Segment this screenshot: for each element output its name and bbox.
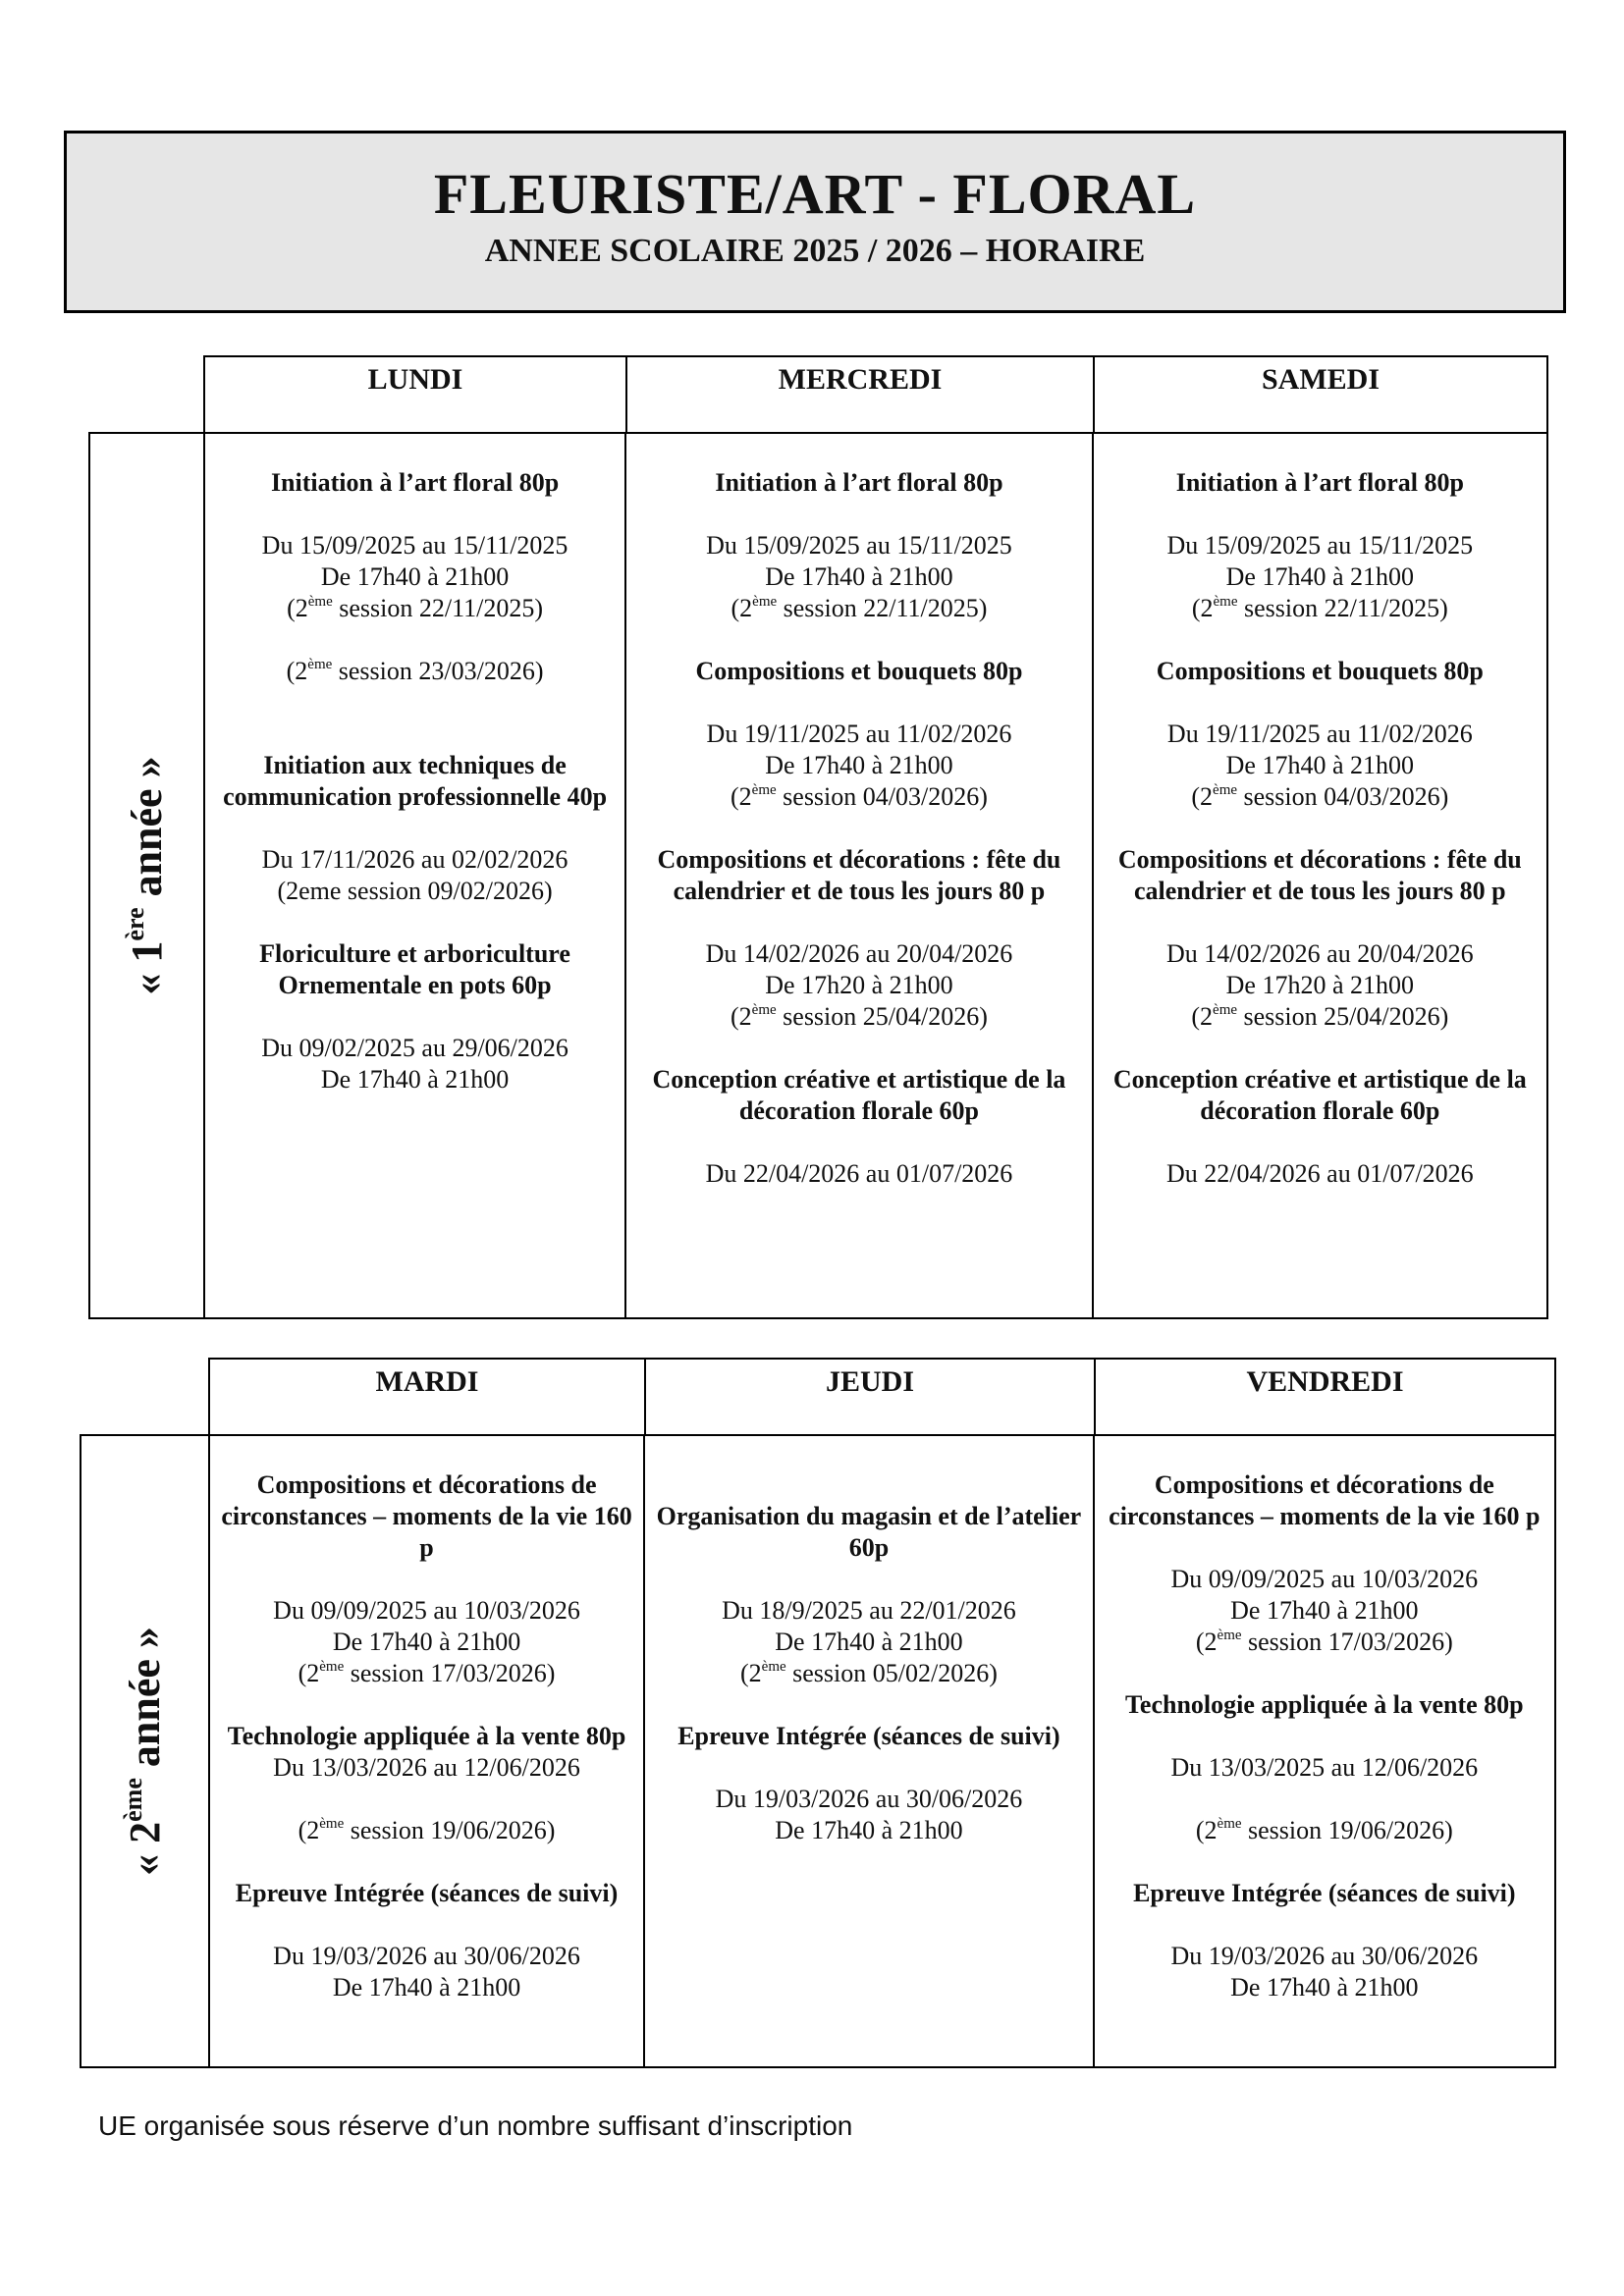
year2-header-row	[208, 1358, 1556, 1436]
course-session: (2eme session 09/02/2026)	[277, 877, 553, 905]
course-time: De 17h20 à 21h00	[1225, 971, 1414, 999]
course-title: Compositions et décorations de circonstances – moments de la vie 160 p	[221, 1470, 632, 1562]
course-time: De 17h40 à 21h00	[1225, 751, 1414, 779]
course-title: Epreuve Intégrée (séances de suivi)	[677, 1722, 1060, 1750]
course-dates: Du 18/9/2025 au 22/01/2026	[722, 1596, 1016, 1625]
course-time: De 17h40 à 21h00	[332, 1973, 521, 2002]
year1-schedule-row	[88, 432, 1548, 1319]
course-session: (2ème session 19/06/2026)	[298, 1816, 556, 1844]
course-title: Floriculture et arboriculture Ornementale en pots 60p	[259, 939, 570, 999]
course-dates: Du 13/03/2026 au 12/06/2026	[273, 1753, 580, 1782]
day-header-jeudi: JEUDI	[646, 1360, 1096, 1434]
title-box	[64, 131, 1566, 313]
course-dates: Du 22/04/2026 au 01/07/2026	[1165, 1159, 1474, 1188]
year2-mardi-cell	[210, 1436, 645, 2066]
course-title: Organisation du magasin et de l’atelier 60p	[656, 1502, 1082, 1562]
year1-lundi-cell	[205, 434, 626, 1317]
day-header-vendredi: VENDREDI	[1246, 1365, 1404, 1398]
year1-label-cell	[90, 434, 205, 1317]
page-title: FLEURISTE/ART - FLORAL	[433, 162, 1197, 226]
course-time: De 17h40 à 21h00	[775, 1816, 963, 1844]
course-session: (2ème session 17/03/2026)	[1195, 1628, 1453, 1656]
course-dates: Du 17/11/2026 au 02/02/2026	[261, 845, 568, 874]
course-title: Initiation à l’art floral 80p	[715, 468, 1003, 497]
course-time: De 17h40 à 21h00	[332, 1628, 521, 1656]
course-session: (2ème session 22/11/2025)	[287, 594, 544, 622]
course-time: De 17h40 à 21h00	[765, 751, 953, 779]
course-title: Epreuve Intégrée (séances de suivi)	[235, 1879, 619, 1907]
year2-label: « 2ème année »	[119, 1627, 170, 1876]
course-dates: Du 15/09/2025 au 15/11/2025	[706, 531, 1012, 560]
course-dates: Du 09/09/2025 au 10/03/2026	[273, 1596, 580, 1625]
course-title: Initiation à l’art floral 80p	[270, 468, 560, 497]
day-header-lundi: LUNDI	[205, 357, 627, 432]
day-header-mercredi: MERCREDI	[627, 357, 1095, 432]
course-title: Compositions et bouquets 80p	[695, 657, 1023, 685]
course-session: (2ème session 05/02/2026)	[739, 1659, 998, 1687]
course-title: Epreuve Intégrée (séances de suivi)	[1133, 1879, 1516, 1907]
course-session: (2ème session 25/04/2026)	[1191, 1002, 1449, 1031]
year2-jeudi-cell	[645, 1436, 1094, 2066]
course-session: (2ème session 22/11/2025)	[1191, 594, 1448, 622]
year1-mercredi-cell	[626, 434, 1093, 1317]
year1-label: « 1ère année »	[121, 756, 172, 995]
course-dates: Du 09/09/2025 au 10/03/2026	[1170, 1565, 1479, 1593]
course-title: Initiation aux techniques de communication professionnelle 40p	[223, 751, 608, 811]
year2-vendredi-cell	[1095, 1436, 1554, 2066]
course-title: Compositions et décorations : fête du calendrier et de tous les jours 80 p	[1117, 845, 1522, 905]
course-title: Technologie appliquée à la vente 80p	[1124, 1690, 1524, 1719]
course-dates: Du 15/09/2025 au 15/11/2025	[261, 531, 568, 560]
course-title: Compositions et bouquets 80p	[1156, 657, 1484, 685]
course-time: De 17h40 à 21h00	[1230, 1596, 1419, 1625]
course-dates: Du 09/02/2025 au 29/06/2026	[261, 1034, 568, 1062]
day-header-mardi: MARDI	[210, 1360, 646, 1434]
course-session: (2ème session 04/03/2026)	[1191, 782, 1449, 811]
course-dates: Du 14/02/2026 au 20/04/2026	[1165, 939, 1474, 968]
course-time: De 17h40 à 21h00	[320, 1065, 510, 1094]
course-time: De 17h40 à 21h00	[320, 562, 510, 591]
course-title: Technologie appliquée à la vente 80p	[227, 1722, 626, 1750]
year2-schedule-row	[80, 1434, 1556, 2068]
course-time: De 17h40 à 21h00	[1225, 562, 1414, 591]
course-title: Compositions et décorations de circonstances – moments de la vie 160 p	[1109, 1470, 1541, 1530]
footnote: UE organisée sous réserve d’un nombre suffisant d’inscription	[98, 2110, 853, 2141]
page-subtitle: ANNEE SCOLAIRE 2025 / 2026 – HORAIRE	[484, 233, 1146, 269]
course-dates: Du 19/03/2026 au 30/06/2026	[1170, 1942, 1479, 1970]
course-dates: Du 15/09/2025 au 15/11/2025	[1166, 531, 1474, 560]
course-session: (2ème session 22/11/2025)	[731, 594, 988, 622]
course-title: Conception créative et artistique de la décoration florale 60p	[1112, 1065, 1527, 1125]
year1-header-row	[203, 355, 1548, 434]
course-dates: Du 19/11/2025 au 11/02/2026	[1166, 720, 1473, 748]
course-session: (2ème session 19/06/2026)	[1195, 1816, 1453, 1844]
course-session: (2ème session 17/03/2026)	[298, 1659, 556, 1687]
course-title: Initiation à l’art floral 80p	[1175, 468, 1464, 497]
day-header-samedi: SAMEDI	[1261, 363, 1380, 396]
course-dates: Du 22/04/2026 au 01/07/2026	[705, 1159, 1013, 1188]
course-time: De 17h20 à 21h00	[765, 971, 953, 999]
course-time: De 17h40 à 21h00	[1230, 1973, 1419, 2002]
course-title: Compositions et décorations : fête du calendrier et de tous les jours 80 p	[657, 845, 1061, 905]
course-session: (2ème session 25/04/2026)	[731, 1002, 988, 1031]
year1-samedi-cell	[1094, 434, 1546, 1317]
course-time: De 17h40 à 21h00	[775, 1628, 963, 1656]
course-session: (2ème session 04/03/2026)	[731, 782, 988, 811]
course-time: De 17h40 à 21h00	[765, 562, 953, 591]
course-title: Conception créative et artistique de la décoration florale 60p	[652, 1065, 1066, 1125]
course-dates: Du 14/02/2026 au 20/04/2026	[705, 939, 1013, 968]
course-dates: Du 19/11/2025 au 11/02/2026	[706, 720, 1012, 748]
course-session: (2ème session 23/03/2026)	[286, 657, 544, 685]
course-dates: Du 13/03/2025 au 12/06/2026	[1170, 1753, 1479, 1782]
year2-label-cell	[81, 1436, 210, 2066]
course-dates: Du 19/03/2026 au 30/06/2026	[273, 1942, 580, 1970]
course-dates: Du 19/03/2026 au 30/06/2026	[715, 1785, 1023, 1813]
